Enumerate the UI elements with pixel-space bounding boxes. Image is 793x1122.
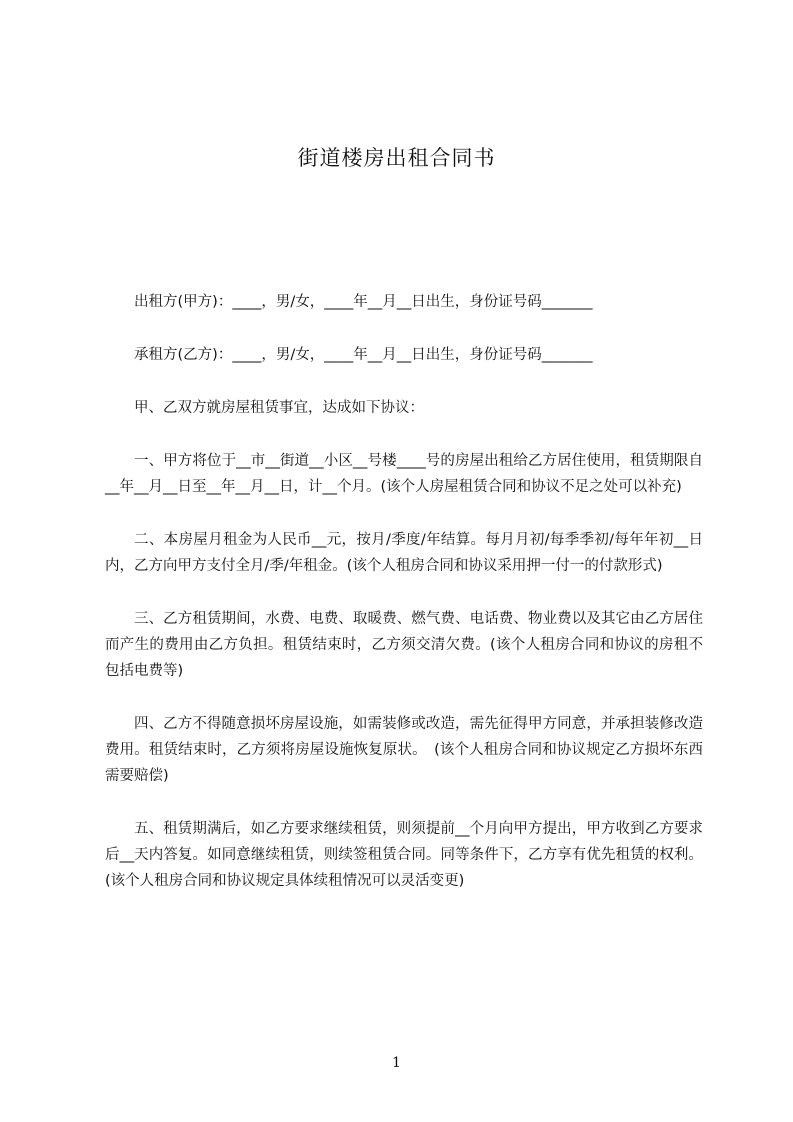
clause-5-paragraph: 五、租赁期满后，如乙方要求继续租赁，则须提前__个月向甲方提出，甲方收到乙方要求后__天内答复。如同意继续租赁，则续签租赁合同。同等条件下，乙方享有优先租赁的权利。(该个人租房合同和协议规定具体续租情况可以灵活变更) [105,821,703,889]
document-title: 街道楼房出租合同书 [297,146,496,170]
clause-4-paragraph: 四、乙方不得随意损坏房屋设施，如需装修或改造，需先征得甲方同意，并承担装修改造费用。租赁结束时，乙方须将房屋设施恢复原状。 (该个人租房合同和协议规定乙方损坏东西需要赔偿) [105,716,703,784]
clause-2-paragraph: 二、本房屋月租金为人民币__元，按月/季度/年结算。每月月初/每季季初/每年年初__日内，乙方向甲方支付全月/季/年租金。(该个人租房合同和协议采用押一付一的付款形式) [105,532,703,574]
document-body [105,289,703,921]
lessor-info-paragraph: 出租方(甲方)：____，男/女，____年__月__日出生，身份证号码_______ [134,294,593,310]
agreement-intro-paragraph: 甲、乙双方就房屋租赁事宜，达成如下协议： [134,400,424,416]
page-number: 1 [392,1055,401,1071]
clause-3-paragraph: 三、乙方租赁期间，水费、电费、取暖费、燃气费、电话费、物业费以及其它由乙方居住而产生的费用由乙方负担。租赁结束时，乙方须交清欠费。(该个人租房合同和协议的房租不包括电费等) [105,611,703,679]
lessee-info-paragraph: 承租方(乙方)：____，男/女，____年__月__日出生，身份证号码_______ [134,347,593,363]
clause-1-paragraph: 一、甲方将位于__市__街道__小区__号楼____号的房屋出租给乙方居住使用，租赁期限自__年__月__日至__年__月__日，计__个月。(该个人房屋租赁合同和协议不足之处可以补充) [105,453,703,495]
